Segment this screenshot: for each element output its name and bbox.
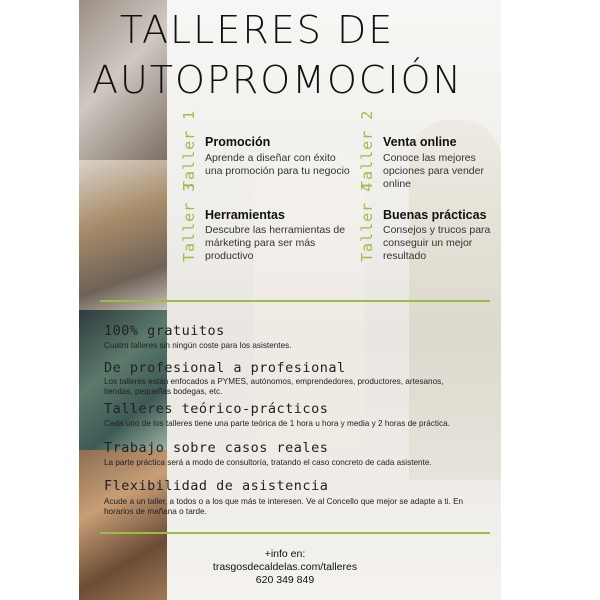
workshop-3-title: Herramientas bbox=[205, 208, 285, 222]
workshop-1-tag: Taller 1 bbox=[180, 109, 198, 190]
workshop-2-title: Venta online bbox=[383, 135, 457, 149]
workshop-1-desc: Aprende a diseñar con éxito una promoción para tu negocio bbox=[205, 152, 350, 177]
feature-3-title: Talleres teórico-prácticos bbox=[104, 401, 329, 417]
contact-url[interactable]: trasgosdecaldelas.com/talleres bbox=[212, 561, 358, 573]
contact-phone: 620 349 849 bbox=[255, 574, 315, 586]
contact-label: +info en: bbox=[264, 548, 306, 560]
feature-5-title: Flexibilidad de asistencia bbox=[104, 478, 329, 494]
feature-4-desc: La parte práctica será a modo de consultoría, tratando el caso concreto de cada asistente. bbox=[104, 458, 432, 467]
workshop-2-tag: Taller 2 bbox=[358, 109, 376, 190]
feature-1-title: 100% gratuitos bbox=[104, 323, 225, 339]
divider-top bbox=[100, 300, 490, 302]
photo-shopping-cart bbox=[79, 160, 167, 310]
feature-5-desc: Acude a un taller, a todos o a los que más te interesen. Ve al Concello que mejor se adapte a ti. En horarios de mañana o tarde. bbox=[104, 497, 464, 516]
workshop-3-desc: Descubre las herramientas de márketing para ser más productivo bbox=[205, 224, 346, 262]
workshop-3-tag: Taller 3 bbox=[180, 181, 198, 262]
workshop-4-tag: Taller 4 bbox=[358, 181, 376, 262]
poster-title-line2: AUTOPROMOCIÓN bbox=[92, 58, 463, 102]
workshop-1-title: Promoción bbox=[205, 135, 271, 149]
workshop-2-desc: Conoce las mejores opciones para vender online bbox=[383, 152, 484, 190]
poster-title-line1: TALLERES DE bbox=[119, 8, 395, 52]
feature-2-desc: Los talleres están enfocados a PYMES, autónomos, emprendedores, productores, artesanos, tiendas, pequeñas bodegas, etc. bbox=[104, 377, 444, 396]
feature-1-desc: Cuatro talleres sin ningún coste para los asistentes. bbox=[104, 341, 292, 350]
divider-bottom bbox=[100, 532, 490, 534]
workshop-4-desc: Consejos y trucos para conseguir un mejor resultado bbox=[383, 224, 491, 262]
workshop-4-title: Buenas prácticas bbox=[383, 208, 487, 222]
feature-4-title: Trabajo sobre casos reales bbox=[104, 440, 329, 456]
feature-3-desc: Cada uno de los talleres tiene una parte teórica de 1 hora u hora y media y 2 horas de práctica. bbox=[104, 419, 450, 428]
photo-thumbs-up bbox=[79, 450, 167, 600]
feature-2-title: De profesional a profesional bbox=[104, 360, 346, 376]
